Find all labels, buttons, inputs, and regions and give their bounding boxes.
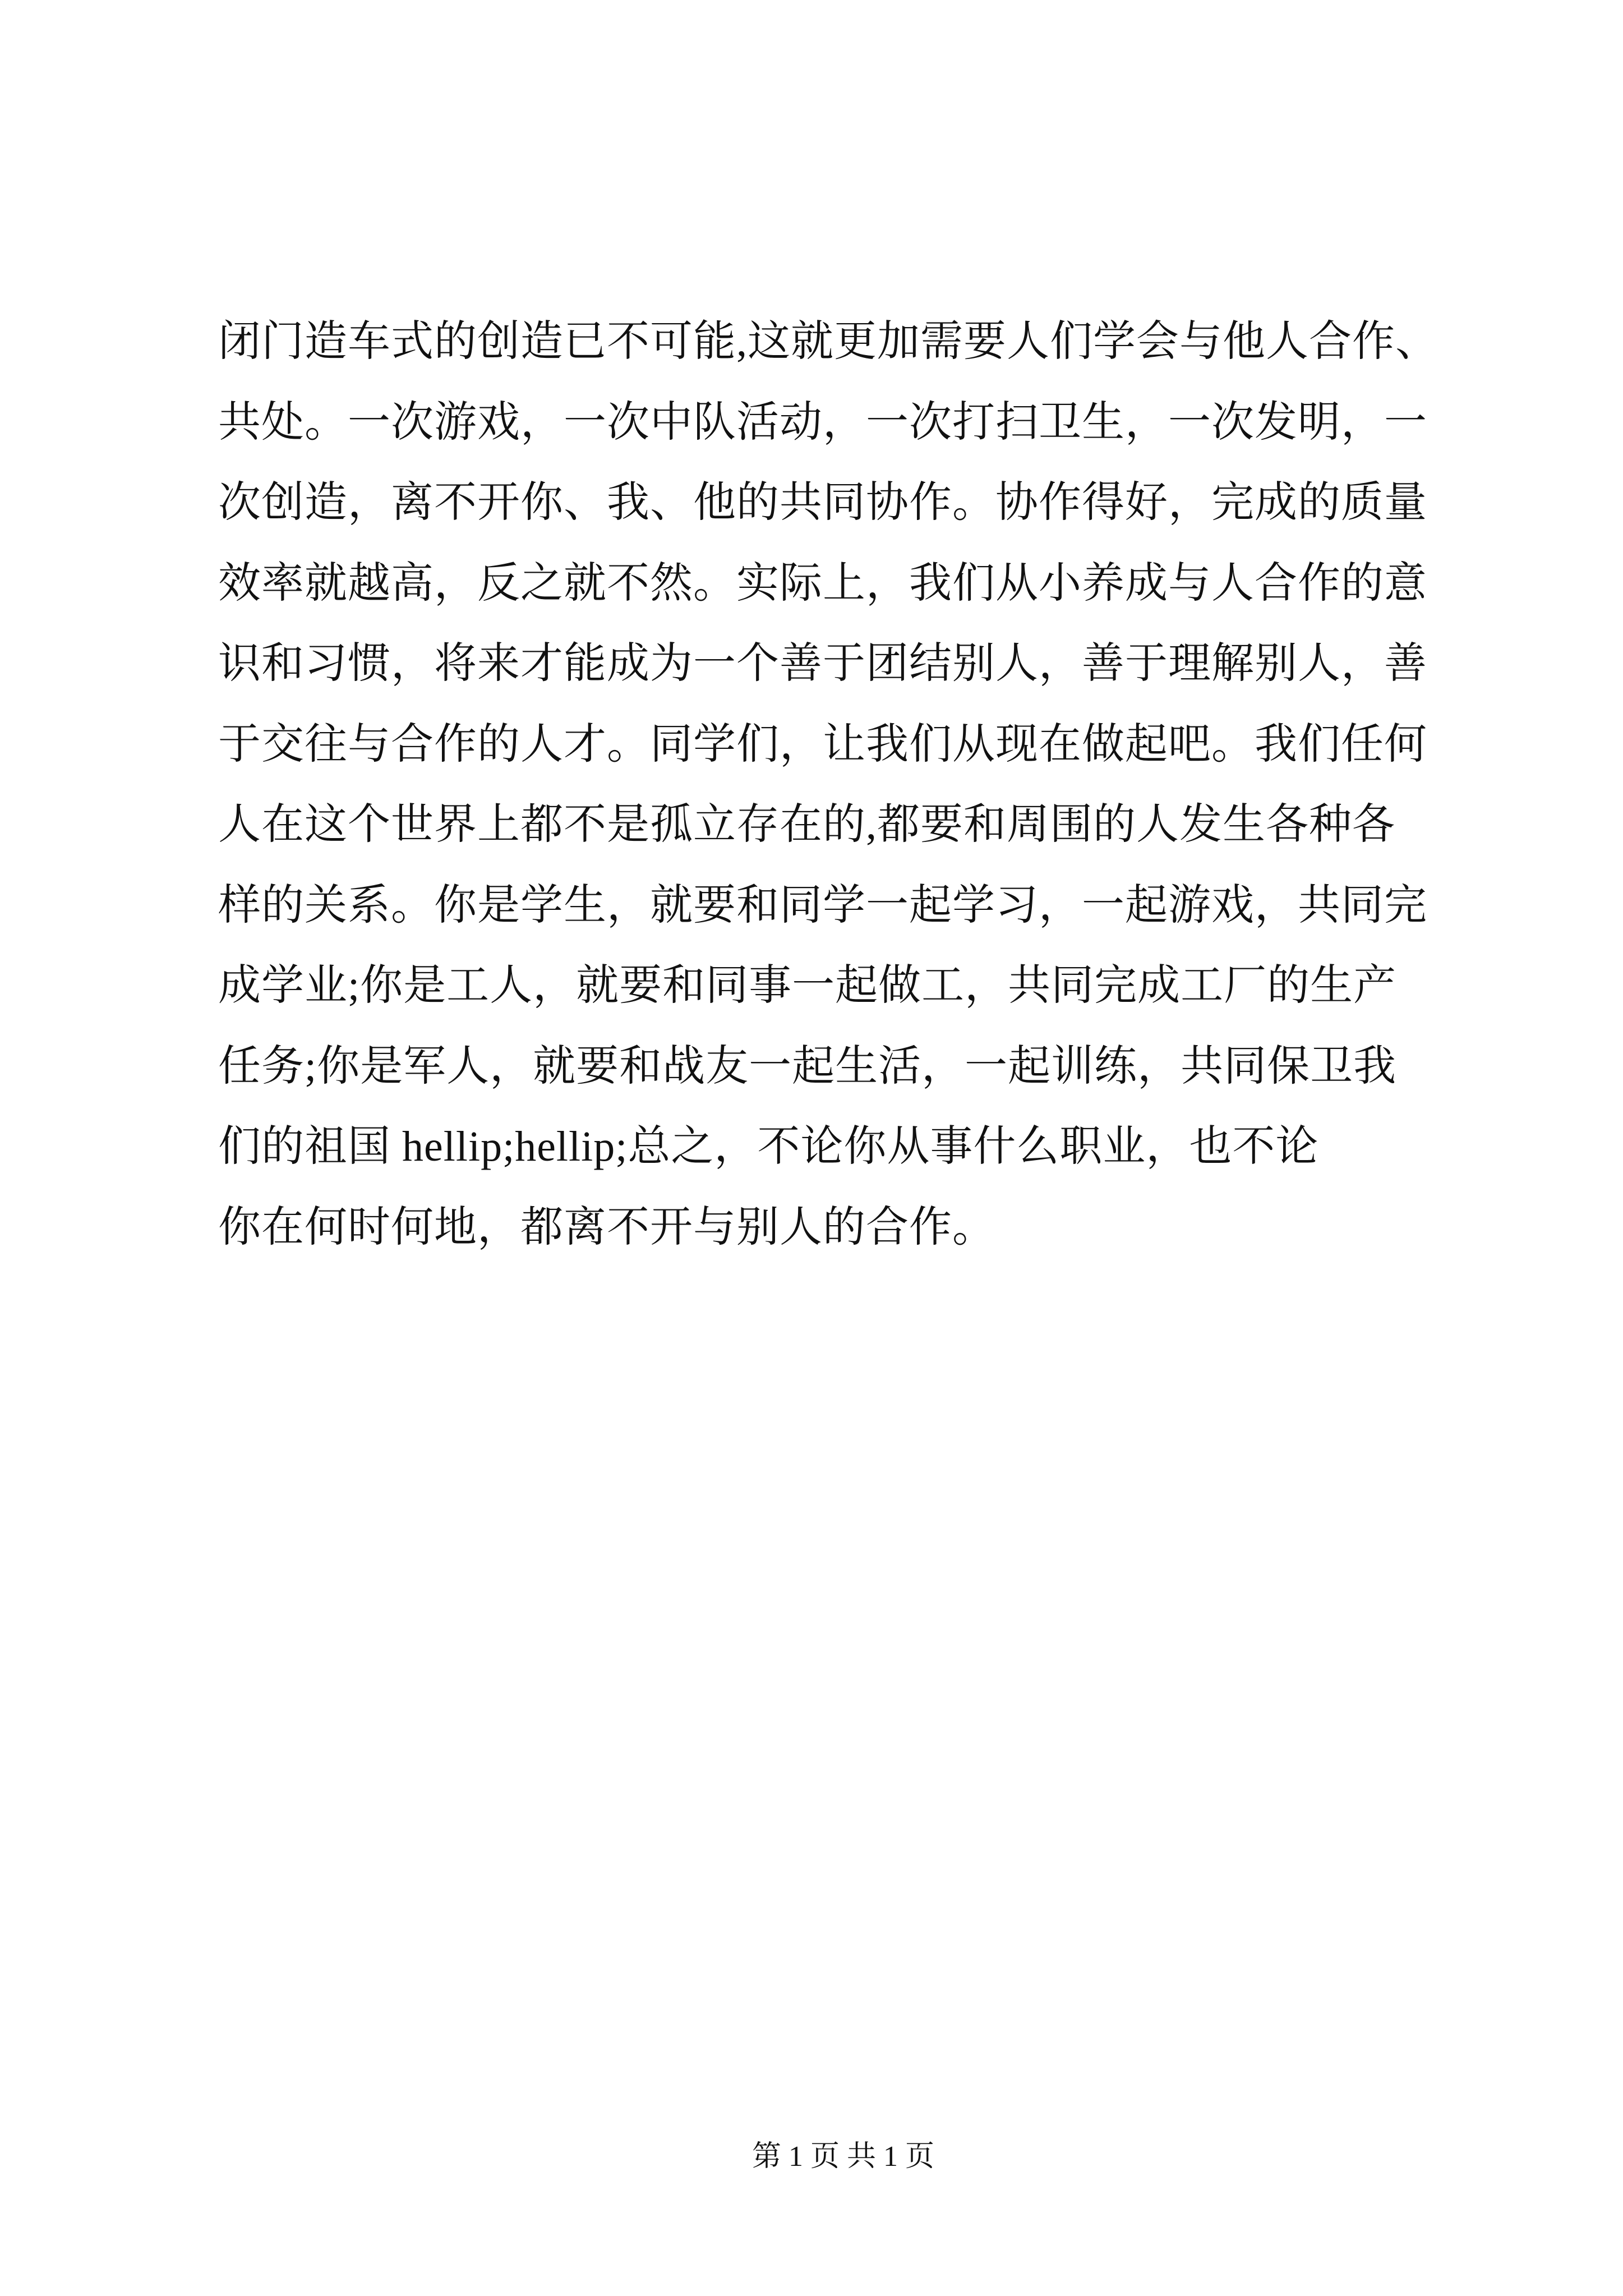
body-text-line: 识和习惯，将来才能成为一个善于团结别人，善于理解别人，善 bbox=[218, 640, 1427, 687]
page-number-footer: 第 1 页 共 1 页 bbox=[752, 2141, 935, 2173]
body-text-line: 们的祖国 hellip;hellip;总之，不论你从事什么职业，也不论 bbox=[218, 1123, 1319, 1170]
body-text-line: 样的关系。你是学生，就要和同学一起学习，一起游戏，共同完 bbox=[218, 881, 1427, 929]
body-text-line: 闭门造车式的创造已不可能,这就更加需要人们学会与他人合作、 bbox=[218, 318, 1438, 365]
body-text-line: 人在这个世界上都不是孤立存在的,都要和周围的人发生各种各 bbox=[218, 801, 1395, 848]
body-text-line: 任务;你是军人，就要和战友一起生活，一起训练，共同保卫我 bbox=[218, 1042, 1397, 1090]
body-text-line: 你在何时何地，都离不开与别人的合作。 bbox=[218, 1203, 995, 1251]
body-text-line: 效率就越高，反之就不然。实际上，我们从小养成与人合作的意 bbox=[218, 559, 1427, 607]
body-text-line: 次创造，离不开你、我、他的共同协作。协作得好，完成的质量 bbox=[218, 479, 1427, 526]
body-text-line: 成学业;你是工人，就要和同事一起做工，共同完成工厂的生产 bbox=[218, 962, 1397, 1009]
body-text-line: 共处。一次游戏，一次中队活动，一次打扫卫生，一次发明，一 bbox=[218, 398, 1427, 446]
body-text bbox=[218, 302, 1508, 1268]
body-text-line: 于交往与合作的人才。同学们，让我们从现在做起吧。我们任何 bbox=[218, 720, 1427, 768]
